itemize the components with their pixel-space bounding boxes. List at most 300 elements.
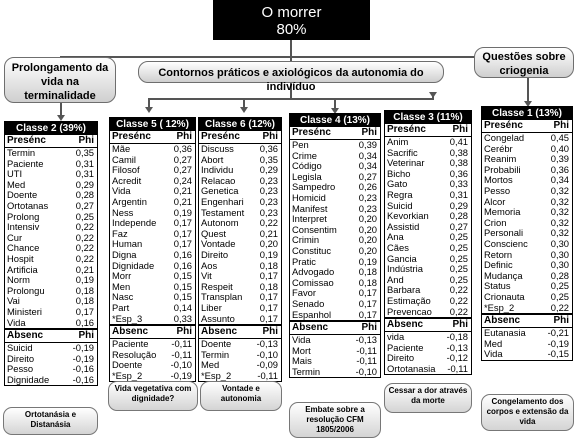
- phi-cell: 0,32: [550, 195, 569, 207]
- word-cell: Aos: [201, 260, 218, 271]
- word-cell: Eutanasia: [484, 328, 526, 339]
- word-cell: vida: [387, 332, 405, 343]
- word-cell: Direito: [387, 353, 415, 364]
- word-cell: Abort: [201, 154, 224, 165]
- table-row: [5, 318, 97, 329]
- phi-cell: 0,25: [550, 290, 569, 302]
- word-cell: Doente: [201, 339, 232, 350]
- word-cell: Morr: [112, 271, 132, 282]
- table-row: [482, 133, 572, 144]
- class-title: Classe 3 (11%): [385, 111, 471, 124]
- word-cell: Suicid: [387, 200, 413, 211]
- theme-left-label: Prolongamento da vida na terminalidade: [11, 62, 109, 102]
- word-cell: Doente: [7, 190, 38, 201]
- phi-cell: 0,30: [550, 237, 569, 249]
- word-cell: Senado: [292, 298, 325, 309]
- word-cell: Crionauta: [484, 291, 525, 302]
- table-row: [199, 314, 281, 325]
- phi-cell: 0,25: [449, 252, 468, 264]
- phi-cell: -0,09: [256, 359, 278, 371]
- word-cell: Espanhol: [292, 309, 332, 320]
- word-cell: Ana: [387, 232, 404, 243]
- word-cell: Human: [112, 239, 143, 250]
- arrow-icon: [240, 107, 248, 113]
- table-row: [110, 314, 195, 325]
- table-row: [199, 303, 281, 314]
- word-cell: Bicho: [387, 168, 411, 179]
- phi-cell: -0,19: [72, 342, 94, 354]
- phi-cell: 0,17: [358, 308, 377, 320]
- phi-cell: 0,36: [173, 143, 192, 154]
- phi-cell: 0,18: [75, 295, 94, 307]
- word-cell: Vida: [292, 335, 311, 346]
- phi-cell: 0,20: [358, 223, 377, 235]
- table-row: [482, 239, 572, 250]
- word-cell: Genetica: [201, 186, 239, 197]
- table-row: [385, 243, 471, 254]
- phi-cell: -0,21: [547, 327, 569, 339]
- word-cell: Crimin: [292, 235, 320, 246]
- absence-header-row: [110, 324, 195, 339]
- word-cell: Código: [292, 161, 322, 172]
- word-cell: Vontade: [201, 239, 236, 250]
- word-cell: Prevencao: [387, 306, 432, 317]
- phi-header: Phi: [452, 319, 468, 331]
- footer-class-2-label: Ortotanásia e Distanásia: [24, 410, 77, 429]
- word-cell: Direito: [201, 249, 229, 260]
- word-cell: Autonom: [201, 218, 239, 229]
- phi-cell: 0,19: [75, 274, 94, 286]
- word-cell: Alcor: [484, 196, 506, 207]
- table-row: [110, 197, 195, 208]
- word-cell: Prolongu: [7, 285, 45, 296]
- word-cell: Estimação: [387, 295, 431, 306]
- table-row: [482, 349, 572, 360]
- word-cell: Cães: [387, 242, 409, 253]
- table-row: [385, 364, 471, 375]
- table-row: [482, 303, 572, 314]
- phi-cell: 0,17: [259, 301, 278, 313]
- phi-header: Phi: [361, 322, 377, 334]
- word-cell: Med: [7, 179, 26, 190]
- phi-cell: -0,13: [355, 334, 377, 346]
- theme-right: [474, 47, 574, 78]
- class-table-4: [289, 113, 381, 378]
- word-cell: Cerébr: [484, 143, 513, 154]
- phi-cell: -0,12: [446, 352, 468, 364]
- phi-cell: 0,25: [550, 280, 569, 292]
- word-cell: *Esp_3: [112, 313, 143, 324]
- word-cell: Transplan: [201, 292, 243, 303]
- footer-class-4: [289, 402, 381, 438]
- absence-header: Absenc: [112, 326, 149, 338]
- phi-cell: 0,32: [550, 216, 569, 228]
- word-cell: Homicid: [292, 192, 326, 203]
- class-table-6: [198, 117, 282, 382]
- arrow-icon: [429, 92, 437, 98]
- word-cell: Ministeri: [7, 306, 42, 317]
- table-row: [385, 137, 471, 148]
- phi-cell: 0,28: [75, 189, 94, 201]
- phi-cell: 0,29: [259, 164, 278, 176]
- absence-header: Absenc: [7, 330, 44, 342]
- word-cell: Constituc: [292, 245, 332, 256]
- theme-center: [138, 61, 444, 93]
- word-cell: Vida: [7, 317, 26, 328]
- word-cell: Engenhari: [201, 196, 244, 207]
- phi-cell: 0,33: [449, 178, 468, 190]
- word-cell: Paciente: [112, 339, 149, 350]
- footer-class-3-label: Cessar a dor através da morte: [388, 386, 468, 405]
- word-cell: Hospit: [7, 253, 34, 264]
- word-cell: Dignidade: [112, 260, 155, 271]
- word-cell: *Esp_2: [484, 302, 515, 313]
- phi-cell: -0,16: [72, 363, 94, 375]
- word-cell: Crion: [484, 217, 507, 228]
- phi-cell: 0,34: [358, 149, 377, 161]
- phi-cell: 0,18: [358, 266, 377, 278]
- connector-line: [148, 98, 433, 100]
- class-title: Classe 2 (39%): [5, 122, 97, 135]
- phi-cell: 0,29: [75, 178, 94, 190]
- phi-cell: 0,14: [173, 301, 192, 313]
- phi-cell: -0,13: [446, 341, 468, 353]
- phi-cell: 0,31: [75, 168, 94, 180]
- table-row: [110, 303, 195, 314]
- word-cell: Pesso: [484, 185, 511, 196]
- phi-cell: 0,22: [75, 242, 94, 254]
- word-cell: Resolução: [112, 349, 157, 360]
- phi-cell: -0,11: [257, 369, 278, 381]
- word-cell: Pen: [292, 140, 309, 150]
- phi-header: Phi: [78, 330, 94, 342]
- phi-cell: -0,10: [170, 359, 192, 371]
- table-row: [290, 140, 380, 151]
- phi-cell: 0,40: [550, 142, 569, 154]
- word-cell: Comissao: [292, 277, 334, 288]
- word-cell: Respeit: [201, 281, 233, 292]
- footer-class-5: [108, 381, 198, 411]
- phi-cell: 0,22: [449, 305, 468, 317]
- table-row: [290, 310, 380, 321]
- phi-cell: 0,27: [449, 220, 468, 232]
- class-title: Classe 1 (13%): [482, 107, 572, 120]
- table-row: [385, 296, 471, 307]
- theme-left: [4, 57, 116, 103]
- word-cell: Doente: [112, 360, 143, 371]
- phi-cell: 0,25: [449, 241, 468, 253]
- word-cell: UTI: [7, 169, 23, 180]
- phi-cell: 0,31: [449, 188, 468, 200]
- phi-cell: 0,21: [173, 195, 192, 207]
- phi-cell: -0,16: [72, 373, 94, 385]
- phi-cell: 0,35: [75, 147, 94, 158]
- word-cell: Faz: [112, 228, 128, 239]
- word-cell: Paciente: [7, 158, 44, 169]
- word-cell: Mortos: [484, 175, 513, 186]
- phi-cell: 0,25: [449, 263, 468, 275]
- absence-header-row: [385, 317, 471, 332]
- class-table-2: [4, 121, 98, 386]
- phi-cell: 0,15: [173, 270, 192, 282]
- phi-cell: 0,17: [358, 297, 377, 309]
- phi-cell: 0,17: [173, 238, 192, 250]
- table-row: [5, 201, 97, 212]
- footer-class-2: [3, 407, 98, 435]
- word-cell: Intensiv: [7, 222, 40, 233]
- absence-header-row: [199, 324, 281, 339]
- phi-cell: 0,23: [259, 174, 278, 186]
- root-title: O morrer: [261, 4, 322, 21]
- presence-header: Presénc: [387, 124, 426, 135]
- phi-header: Phi: [176, 326, 192, 338]
- word-cell: Definic: [484, 260, 513, 271]
- phi-cell: 0,39: [550, 153, 569, 165]
- phi-cell: 0,33: [173, 312, 192, 324]
- word-cell: Chance: [7, 243, 40, 254]
- word-cell: Prolong: [7, 211, 40, 222]
- connector-line: [60, 56, 528, 58]
- table-row: [290, 367, 380, 378]
- phi-cell: 0,17: [173, 227, 192, 239]
- table-row: [5, 307, 97, 318]
- class-table-3: [384, 110, 472, 375]
- phi-cell: 0,18: [75, 284, 94, 296]
- presence-header: Presénc: [201, 131, 240, 142]
- table-row: [482, 292, 572, 303]
- phi-cell: 0,39: [358, 139, 377, 150]
- word-cell: Status: [484, 281, 511, 292]
- class-table-1: [481, 106, 573, 361]
- phi-cell: 0,18: [358, 276, 377, 288]
- phi-cell: 0,25: [449, 273, 468, 285]
- phi-cell: 0,30: [550, 248, 569, 260]
- table-row: [385, 307, 471, 318]
- word-cell: Congelad: [484, 133, 525, 143]
- absence-header: Absenc: [484, 315, 521, 327]
- presence-header: Presénc: [484, 120, 523, 131]
- word-cell: Camil: [112, 154, 136, 165]
- phi-cell: 0,41: [449, 136, 468, 147]
- word-cell: Quest: [201, 228, 227, 239]
- phi-cell: 0,21: [75, 263, 94, 275]
- theme-right-label: Questões sobre criogenia: [482, 51, 566, 77]
- phi-cell: 0,16: [173, 259, 192, 271]
- phi-header: Phi: [553, 120, 569, 131]
- word-cell: Vai: [7, 296, 20, 307]
- phi-cell: -0,18: [446, 331, 468, 343]
- table-row: [199, 250, 281, 261]
- absence-header-row: [482, 313, 572, 328]
- phi-cell: 0,16: [75, 316, 94, 328]
- phi-cell: 0,34: [358, 160, 377, 172]
- word-cell: Consentim: [292, 224, 337, 235]
- phi-header: Phi: [262, 131, 278, 142]
- table-row: [5, 254, 97, 265]
- word-cell: Advogado: [292, 267, 335, 278]
- table-row: [385, 190, 471, 201]
- phi-cell: -0,19: [547, 337, 569, 349]
- class-title: Classe 4 (13%): [290, 114, 380, 127]
- word-cell: Sacrific: [387, 147, 418, 158]
- word-cell: Veterinar: [387, 158, 425, 169]
- phi-cell: 0,22: [550, 301, 569, 313]
- word-cell: Individu: [201, 165, 234, 176]
- table-row: [110, 144, 195, 155]
- word-cell: Liber: [201, 302, 222, 313]
- table-row: [199, 371, 281, 382]
- phi-cell: 0,19: [358, 255, 377, 267]
- phi-cell: 0,17: [75, 305, 94, 317]
- footer-class-5-label: Vida vegetativa com dignidade?: [114, 384, 192, 403]
- word-cell: Favor: [292, 288, 316, 299]
- word-cell: Med: [201, 360, 220, 371]
- word-cell: Ness: [112, 207, 134, 218]
- word-cell: Filosof: [112, 165, 140, 176]
- word-cell: Personali: [484, 228, 524, 239]
- phi-cell: 0,17: [259, 270, 278, 282]
- phi-cell: 0,28: [449, 210, 468, 222]
- phi-cell: 0,34: [550, 174, 569, 186]
- phi-cell: 0,25: [449, 231, 468, 243]
- word-cell: Legisla: [292, 171, 322, 182]
- phi-cell: 0,21: [259, 227, 278, 239]
- phi-cell: 0,17: [173, 217, 192, 229]
- phi-cell: 0,38: [449, 157, 468, 169]
- table-row: [199, 144, 281, 155]
- word-cell: Kevorkian: [387, 211, 429, 222]
- phi-cell: 0,27: [173, 164, 192, 176]
- absence-header-row: [5, 328, 97, 343]
- absence-header: Absenc: [387, 319, 424, 331]
- phi-cell: 0,36: [259, 143, 278, 154]
- phi-cell: 0,22: [259, 217, 278, 229]
- word-cell: Sampedro: [292, 182, 336, 193]
- footer-class-1: [481, 394, 574, 431]
- word-cell: *Esp_2: [201, 370, 232, 381]
- word-cell: And: [387, 274, 404, 285]
- word-cell: Men: [112, 281, 131, 292]
- word-cell: Nasc: [112, 292, 134, 303]
- phi-cell: 0,27: [75, 199, 94, 211]
- class-title: Classe 6 (12%): [199, 118, 281, 131]
- word-cell: Mais: [292, 356, 312, 367]
- phi-cell: 0,24: [173, 174, 192, 186]
- presence-header: Presénc: [112, 131, 151, 142]
- phi-cell: 0,30: [550, 259, 569, 271]
- phi-cell: 0,20: [358, 234, 377, 246]
- word-cell: Termin: [201, 349, 230, 360]
- word-cell: Digna: [112, 249, 137, 260]
- phi-cell: 0,23: [259, 206, 278, 218]
- word-cell: Retorn: [484, 249, 513, 260]
- word-cell: Suicid: [7, 343, 33, 354]
- phi-cell: 0,36: [550, 163, 569, 175]
- word-cell: Termin: [292, 366, 321, 377]
- phi-cell: 0,28: [550, 269, 569, 281]
- phi-cell: 0,20: [358, 244, 377, 256]
- phi-cell: 0,35: [259, 153, 278, 165]
- phi-cell: -0,10: [355, 365, 377, 377]
- phi-header: Phi: [452, 124, 468, 135]
- phi-cell: 0,23: [259, 195, 278, 207]
- phi-header: Phi: [78, 135, 94, 146]
- theme-center-label: Contornos práticos e axiológicos da autonomia do indivíduo: [158, 67, 424, 93]
- word-cell: Vida: [484, 349, 503, 360]
- word-cell: Direito: [7, 353, 35, 364]
- word-cell: Barbara: [387, 285, 421, 296]
- class-title: Classe 5 ( 12%): [110, 118, 195, 131]
- phi-cell: 0,15: [173, 291, 192, 303]
- phi-cell: -0,11: [356, 344, 377, 356]
- word-cell: Mudança: [484, 270, 523, 281]
- word-cell: Independe: [112, 218, 157, 229]
- presence-header: Presénc: [7, 135, 46, 146]
- absence-header: Absenc: [201, 326, 238, 338]
- phi-cell: 0,23: [358, 202, 377, 214]
- word-cell: Crime: [292, 150, 317, 161]
- word-cell: Ortotanasia: [387, 363, 436, 374]
- phi-cell: 0,21: [173, 185, 192, 197]
- phi-cell: 0,23: [358, 191, 377, 203]
- footer-class-6-label: Vontade e autonomia: [220, 384, 262, 403]
- phi-cell: 0,22: [75, 221, 94, 233]
- word-cell: Termin: [7, 148, 36, 158]
- class-table-5: [109, 117, 196, 382]
- word-cell: Anim: [387, 137, 409, 147]
- word-cell: Part: [112, 302, 130, 313]
- word-cell: Reanim: [484, 154, 517, 165]
- phi-cell: 0,15: [173, 280, 192, 292]
- phi-cell: 0,26: [358, 181, 377, 193]
- footer-class-4-label: Embate sobre a resolução CFM 1805/2006: [305, 405, 365, 434]
- phi-cell: 0,36: [449, 167, 468, 179]
- word-cell: Cur: [7, 232, 23, 243]
- phi-cell: -0,11: [171, 348, 192, 360]
- phi-cell: 0,22: [75, 252, 94, 264]
- word-cell: *Esp_2: [112, 370, 143, 381]
- phi-cell: -0,10: [256, 348, 278, 360]
- word-cell: Argentin: [112, 196, 147, 207]
- absence-header-row: [290, 320, 380, 335]
- phi-cell: 0,16: [173, 248, 192, 260]
- word-cell: Mort: [292, 345, 311, 356]
- connector-line: [527, 78, 529, 103]
- word-cell: Artificia: [7, 264, 38, 275]
- phi-cell: 0,19: [259, 248, 278, 260]
- word-cell: Ortotanas: [7, 200, 49, 211]
- word-cell: Paciente: [387, 342, 424, 353]
- phi-cell: 0,32: [550, 227, 569, 239]
- phi-cell: 0,25: [75, 210, 94, 222]
- phi-header: Phi: [553, 315, 569, 327]
- phi-cell: 0,17: [259, 291, 278, 303]
- word-cell: Vida: [112, 186, 131, 197]
- word-cell: Vit: [201, 271, 212, 282]
- phi-cell: 0,32: [550, 184, 569, 196]
- word-cell: Memoria: [484, 207, 521, 218]
- phi-cell: -0,19: [170, 369, 192, 381]
- word-cell: Pesso: [7, 364, 34, 375]
- word-cell: Indústria: [387, 264, 423, 275]
- phi-cell: -0,11: [447, 362, 468, 374]
- phi-cell: 0,20: [358, 213, 377, 225]
- phi-cell: -0,11: [171, 338, 192, 350]
- footer-class-3: [384, 383, 472, 413]
- phi-cell: -0,13: [256, 338, 278, 350]
- table-row: [5, 375, 97, 386]
- phi-cell: -0,19: [72, 352, 94, 364]
